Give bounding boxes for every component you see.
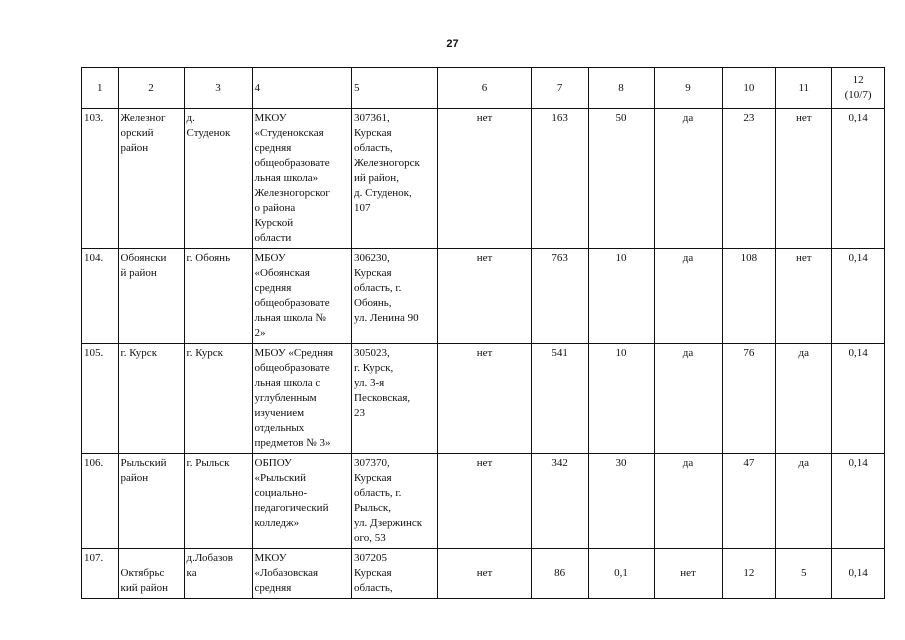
col8-cell: 50 <box>588 109 654 249</box>
col7-cell: 763 <box>531 249 588 344</box>
col6-cell: нет <box>438 454 531 549</box>
row-number: 105. <box>82 344 119 454</box>
col6-cell: нет <box>438 344 531 454</box>
address-cell: 305023, г. Курск, ул. 3-я Песковская, 23 <box>352 344 438 454</box>
district-cell: Обоянски й район <box>118 249 184 344</box>
locality-cell: г. Курск <box>184 344 252 454</box>
table-row <box>82 344 885 454</box>
col6-cell: нет <box>438 109 531 249</box>
col7-cell: 342 <box>531 454 588 549</box>
address-cell: 307370, Курская область, г. Рыльск, ул. Дзержинск ого, 53 <box>352 454 438 549</box>
page-number: 27 <box>446 38 459 50</box>
row-number: 104. <box>82 249 119 344</box>
col8-cell: 30 <box>588 454 654 549</box>
header-cell: 10 <box>722 68 776 109</box>
col10-cell: 23 <box>722 109 776 249</box>
col10-cell: 47 <box>722 454 776 549</box>
col10-cell: 108 <box>722 249 776 344</box>
row-number: 106. <box>82 454 119 549</box>
col10-cell: 76 <box>722 344 776 454</box>
locality-cell: д.Лобазов ка <box>184 549 252 599</box>
header-cell: 3 <box>184 68 252 109</box>
district-cell: Октябрьс кий район <box>118 549 184 599</box>
header-row <box>82 68 885 109</box>
table-row <box>82 549 885 599</box>
header-cell: 5 <box>352 68 438 109</box>
locality-cell: д. Студенок <box>184 109 252 249</box>
table-row <box>82 109 885 249</box>
col12-cell: 0,14 <box>832 454 885 549</box>
institution-cell: МБОУ «Средняя общеобразовате льная школа с углубленным изучением отдельных предметов № 3» <box>252 344 351 454</box>
table-row <box>82 249 885 344</box>
locality-cell: г. Рыльск <box>184 454 252 549</box>
col8-cell: 0,1 <box>588 549 654 599</box>
col12-cell: 0,14 <box>832 549 885 599</box>
col8-cell: 10 <box>588 249 654 344</box>
header-cell: 2 <box>118 68 184 109</box>
district-cell: Железног орский район <box>118 109 184 249</box>
district-cell: г. Курск <box>118 344 184 454</box>
institution-cell: МКОУ «Лобазовская средняя <box>252 549 351 599</box>
address-cell: 307361, Курская область, Железногорск ий район, д. Студенок, 107 <box>352 109 438 249</box>
institution-cell: ОБПОУ «Рыльский социально- педагогический колледж» <box>252 454 351 549</box>
col12-cell: 0,14 <box>832 249 885 344</box>
institution-cell: МКОУ «Студенокская средняя общеобразовате льная школа» Железногорског о района Курской области <box>252 109 351 249</box>
col12-cell: 0,14 <box>832 109 885 249</box>
row-number: 103. <box>82 109 119 249</box>
col6-cell: нет <box>438 549 531 599</box>
address-cell: 306230, Курская область, г. Обоянь, ул. Ленина 90 <box>352 249 438 344</box>
col7-cell: 163 <box>531 109 588 249</box>
header-cell: 4 <box>252 68 351 109</box>
header-cell: 8 <box>588 68 654 109</box>
col7-cell: 541 <box>531 344 588 454</box>
col9-cell: да <box>654 109 722 249</box>
col12-cell: 0,14 <box>832 344 885 454</box>
locality-cell: г. Обоянь <box>184 249 252 344</box>
col11-cell: да <box>776 344 832 454</box>
district-cell: Рыльский район <box>118 454 184 549</box>
col6-cell: нет <box>438 249 531 344</box>
col9-cell: да <box>654 454 722 549</box>
col9-cell: нет <box>654 549 722 599</box>
col9-cell: да <box>654 344 722 454</box>
data-table <box>81 67 885 599</box>
header-cell: 12 (10/7) <box>832 68 885 109</box>
header-cell: 1 <box>82 68 119 109</box>
col11-cell: нет <box>776 249 832 344</box>
header-cell: 11 <box>776 68 832 109</box>
col11-cell: нет <box>776 109 832 249</box>
col11-cell: да <box>776 454 832 549</box>
col8-cell: 10 <box>588 344 654 454</box>
col10-cell: 12 <box>722 549 776 599</box>
row-number: 107. <box>82 549 119 599</box>
col11-cell: 5 <box>776 549 832 599</box>
table-row <box>82 454 885 549</box>
institution-cell: МБОУ «Обоянская средняя общеобразовате льная школа № 2» <box>252 249 351 344</box>
header-cell: 7 <box>531 68 588 109</box>
header-cell: 6 <box>438 68 531 109</box>
col7-cell: 86 <box>531 549 588 599</box>
address-cell: 307205 Курская область, <box>352 549 438 599</box>
header-cell: 9 <box>654 68 722 109</box>
col9-cell: да <box>654 249 722 344</box>
